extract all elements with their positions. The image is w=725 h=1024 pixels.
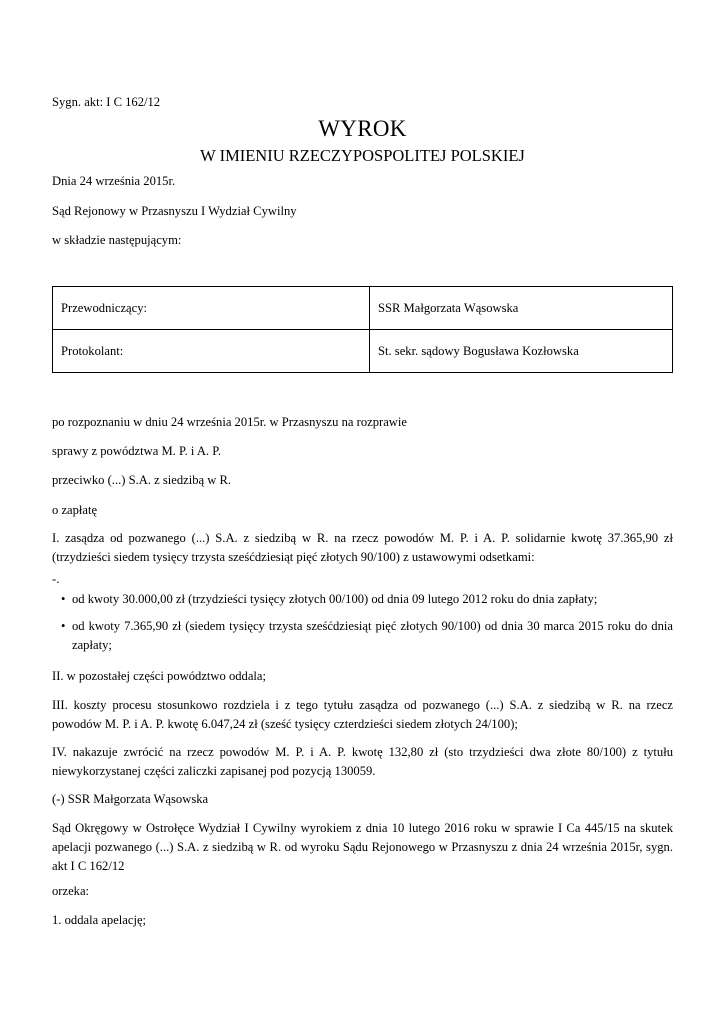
appeal-paragraph: Sąd Okręgowy w Ostrołęce Wydział I Cywilny wyrokiem z dnia 10 lutego 2016 roku w sprawie I Ca 445/15 na skutek apelacji pozwanego (...) S.A. z siedzibą w R. od wyroku Sądu Rejonowego w Przasnyszu z dnia 24 września 2015r, sygn. akt I C 162/12 (52, 821, 673, 873)
case-signature: Sygn. akt: I C 162/12 (52, 95, 161, 109)
bullet-icon: • (61, 619, 66, 633)
table-row (53, 287, 673, 330)
interest-item-text: od kwoty 7.365,90 zł (siedem tysięcy trzysta sześćdziesiąt pięć złotych 90/100) od dnia 30 marca 2015 roku do dnia zapłaty; (72, 619, 673, 652)
judge-signature: (-) SSR Małgorzata Wąsowska (52, 792, 209, 806)
ruling-4: IV. nakazuje zwrócić na rzecz powodów M. P. i A. P. kwotę 132,80 zł (sto trzydzieści dwa złote 80/100) z tytułu niewykorzystanej części zaliczki zapisanej pod pozycją 130059. (52, 745, 673, 778)
document-title: WYROK (318, 116, 407, 141)
bullet-icon: • (61, 592, 66, 606)
ruling-1: I. zasądza od pozwanego (...) S.A. z siedzibą w R. na rzecz powodów M. P. i A. P. solidarnie kwotę 37.365,90 zł (trzydzieści siedem tysięcy trzysta sześćdziesiąt pięć złotych 90/100) z ustawowymi odsetkami: (52, 531, 673, 564)
panel-name: SSR Małgorzata Wąsowska (370, 287, 673, 330)
court-panel-table (52, 286, 673, 373)
decides-label: orzeka: (52, 884, 90, 898)
ruling-3: III. koszty procesu stosunkowo rozdziela i z tego tytułu zasądza od pozwanego (...) S.A. z siedzibą w R. na rzecz powodów M. P. i A. P. kwotę 6.047,24 zł (sześć tysięcy czterdzieści siedem złotych 24/100); (52, 698, 673, 731)
ruling-2: II. w pozostałej części powództwo oddala; (52, 669, 267, 683)
interest-list (52, 590, 673, 655)
list-item (62, 590, 673, 609)
interest-item-text: od kwoty 30.000,00 zł (trzydzieści tysięcy złotych 00/100) od dnia 09 lutego 2012 roku do dnia zapłaty; (72, 592, 598, 606)
panel-name: St. sekr. sądowy Bogusława Kozłowska (370, 330, 673, 373)
ruling-dash: -. (52, 572, 60, 586)
defendant-line: przeciwko (...) S.A. z siedzibą w R. (52, 473, 232, 487)
panel-role: Przewodniczący: (53, 287, 370, 330)
document-page (52, 0, 673, 1024)
hearing-line: po rozpoznaniu w dniu 24 września 2015r. w Przasnyszu na rozprawie (52, 415, 407, 429)
appeal-point-1: 1. oddala apelację; (52, 913, 147, 927)
subject-line: o zapłatę (52, 503, 98, 517)
plaintiffs-line: sprawy z powództwa M. P. i A. P. (52, 444, 221, 458)
list-item (62, 617, 673, 655)
court-name: Sąd Rejonowy w Przasnyszu I Wydział Cywilny (52, 204, 297, 218)
composition-label: w składzie następującym: (52, 233, 182, 247)
judgment-date: Dnia 24 września 2015r. (52, 174, 176, 188)
panel-role: Protokolant: (53, 330, 370, 373)
table-row (53, 330, 673, 373)
document-subtitle: W IMIENIU RZECZYPOSPOLITEJ POLSKIEJ (200, 146, 525, 165)
